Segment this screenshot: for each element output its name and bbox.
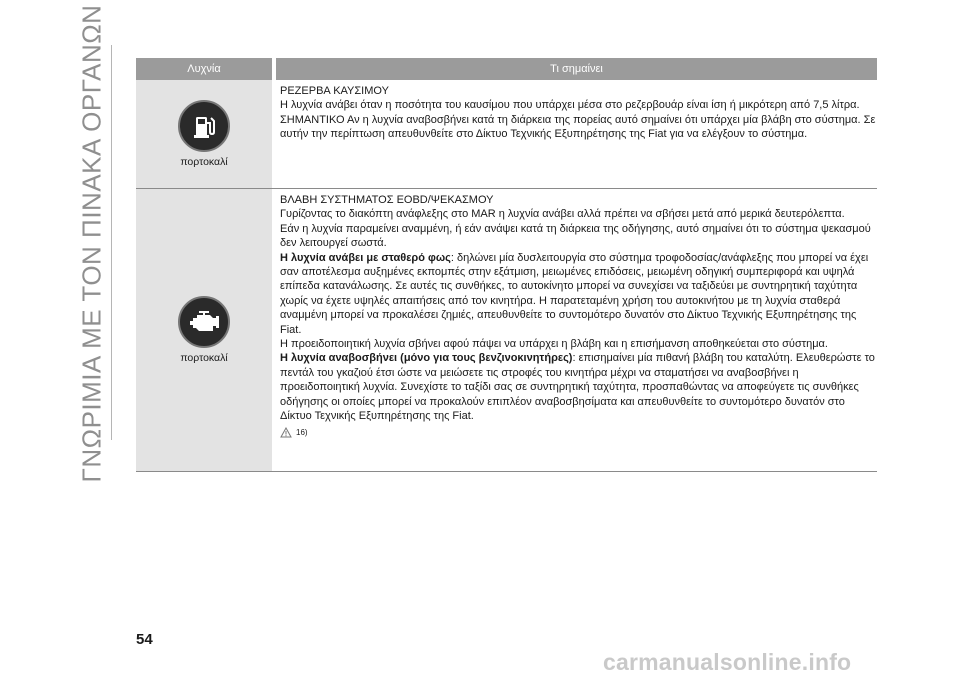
row-paragraph: Η λυχνία ανάβει όταν η ποσότητα του καυσίμου που υπάρχει μέσα στο ρεζερβουάρ είναι ίση ή μικρότερη από 7,5 λίτρα. [280,99,860,112]
paragraph-body: : επισημαίνει μία πιθανή βλάβη του καταλύτη. Ελευθερώστε το πεντάλ του γκαζιού έτσι ώστε να μειώσετε τις στροφές του κινητήρα μέχρι να σταματήσει να αναβοσβήνει η προειδοποιητική λυχνία. Συνεχίστε το ταξίδι σας σε συντηρητική ταχύτητα, προσπαθώντας να αποφεύγετε τις συνθήκες οδήγησης οι οποίες μπορεί να προκαλούν επιπλέον αναβοσβησίματα και απευθυνθείτε το συντομότερο δυνατόν στο Δίκτυο Τεχνικής Εξυπηρέτησης της Fiat. [280,352,875,423]
meaning-cell [276,80,877,188]
row-paragraph: ΣΗΜΑΝΤΙΚΟ Αν η λυχνία αναβοσβήνει κατά τη διάρκεια της πορείας αυτό σημαίνει ότι υπάρχει μία βλάβη στο σύστημα. Σε αυτήν την περίπτωση απευθυνθείτε στο Δίκτυο Τεχνικής Εξυπηρέτησης της Fiat για να ελέγξουν το σύστημα. [280,113,876,141]
watermark: carmanualsonline.info [603,649,852,675]
side-divider [111,45,112,440]
meaning-cell [276,189,877,471]
engine-icon [178,296,230,348]
paragraph-body: : δηλώνει μία δυσλειτουργία στο σύστημα τροφοδοσίας/ανάφλεξης που μπορεί να έχει σαν αποτέλεσμα αυξημένες εκπομπές στην εξάτμιση, μειωμένες επιδόσεις, μειωμένη οδηγική συμπεριφορά και υψηλά επίπεδα κατανάλωσης. Σε αυτές τις συνθήκες, το αυτοκίνητο μπορεί να συνεχίσει να ταξιδεύει με συντηρητική ταχύτητα χωρίς να έχετε υψηλές απαιτήσεις από τον κινητήρα. Η παρατεταμένη χρήση του αυτοκινήτου με τη λυχνία σταθερά αναμμένη μπορεί να προκαλέσει ζημιές, απευθυνθείτε το συντομότερο δυνατόν στο Δίκτυο Τεχνικής Εξυπηρέτησης της Fiat. [280,251,869,336]
table-row [136,80,877,189]
side-title-text: ΓΝΩΡΙΜΙΑ ΜΕ ΤΟΝ ΠΙΝΑΚΑ ΟΡΓΑΝΩΝ [76,4,107,482]
lamp-cell [136,189,272,471]
page-number: 54 [136,631,153,648]
lamp-color-label: πορτοκαλί [180,156,228,168]
row-title: ΒΛΑΒΗ ΣΥΣΤΗΜΑΤΟΣ EOBD/ΨΕΚΑΣΜΟΥ [280,194,494,206]
row-paragraph [280,351,877,423]
lamp-cell [136,80,272,188]
row-paragraph: Η προειδοποιητική λυχνία σβήνει αφού πάψει να υπάρχει η βλάβη και η επισήμανση αποθηκεύεται στο σύστημα. [280,338,828,351]
side-title [72,4,112,482]
header-meaning: Τι σημαίνει [550,63,603,75]
lamp-color-label: πορτοκαλί [180,352,228,364]
row-paragraph [280,251,877,337]
header-lamp: Λυχνία [187,63,221,75]
table-row [136,189,877,472]
row-paragraph: Εάν η λυχνία παραμείνει αναμμένη, ή εάν ανάψει κατά τη διάρκεια της οδήγησης, αυτό σημαίνει ότι το σύστημα ψεκασμού δεν λειτουργεί σωστά. [280,222,871,250]
bold-lead: Η λυχνία αναβοσβήνει (μόνο για τους βενζινοκινητήρες) [280,352,573,365]
table-header [136,58,877,80]
reference-number: 16) [296,427,308,437]
reference-note [280,426,877,440]
warning-triangle-icon [280,427,292,438]
fuel-pump-icon [178,100,230,152]
row-title: ΡΕΖΕΡΒΑ ΚΑΥΣΙΜΟΥ [280,85,389,97]
warning-lights-table [136,58,877,472]
bold-lead: Η λυχνία ανάβει με σταθερό φως [280,251,451,264]
row-paragraph: Γυρίζοντας το διακόπτη ανάφλεξης στο MAR η λυχνία ανάβει αλλά πρέπει να σβήσει μετά από μερικά δευτερόλεπτα. [280,208,845,221]
